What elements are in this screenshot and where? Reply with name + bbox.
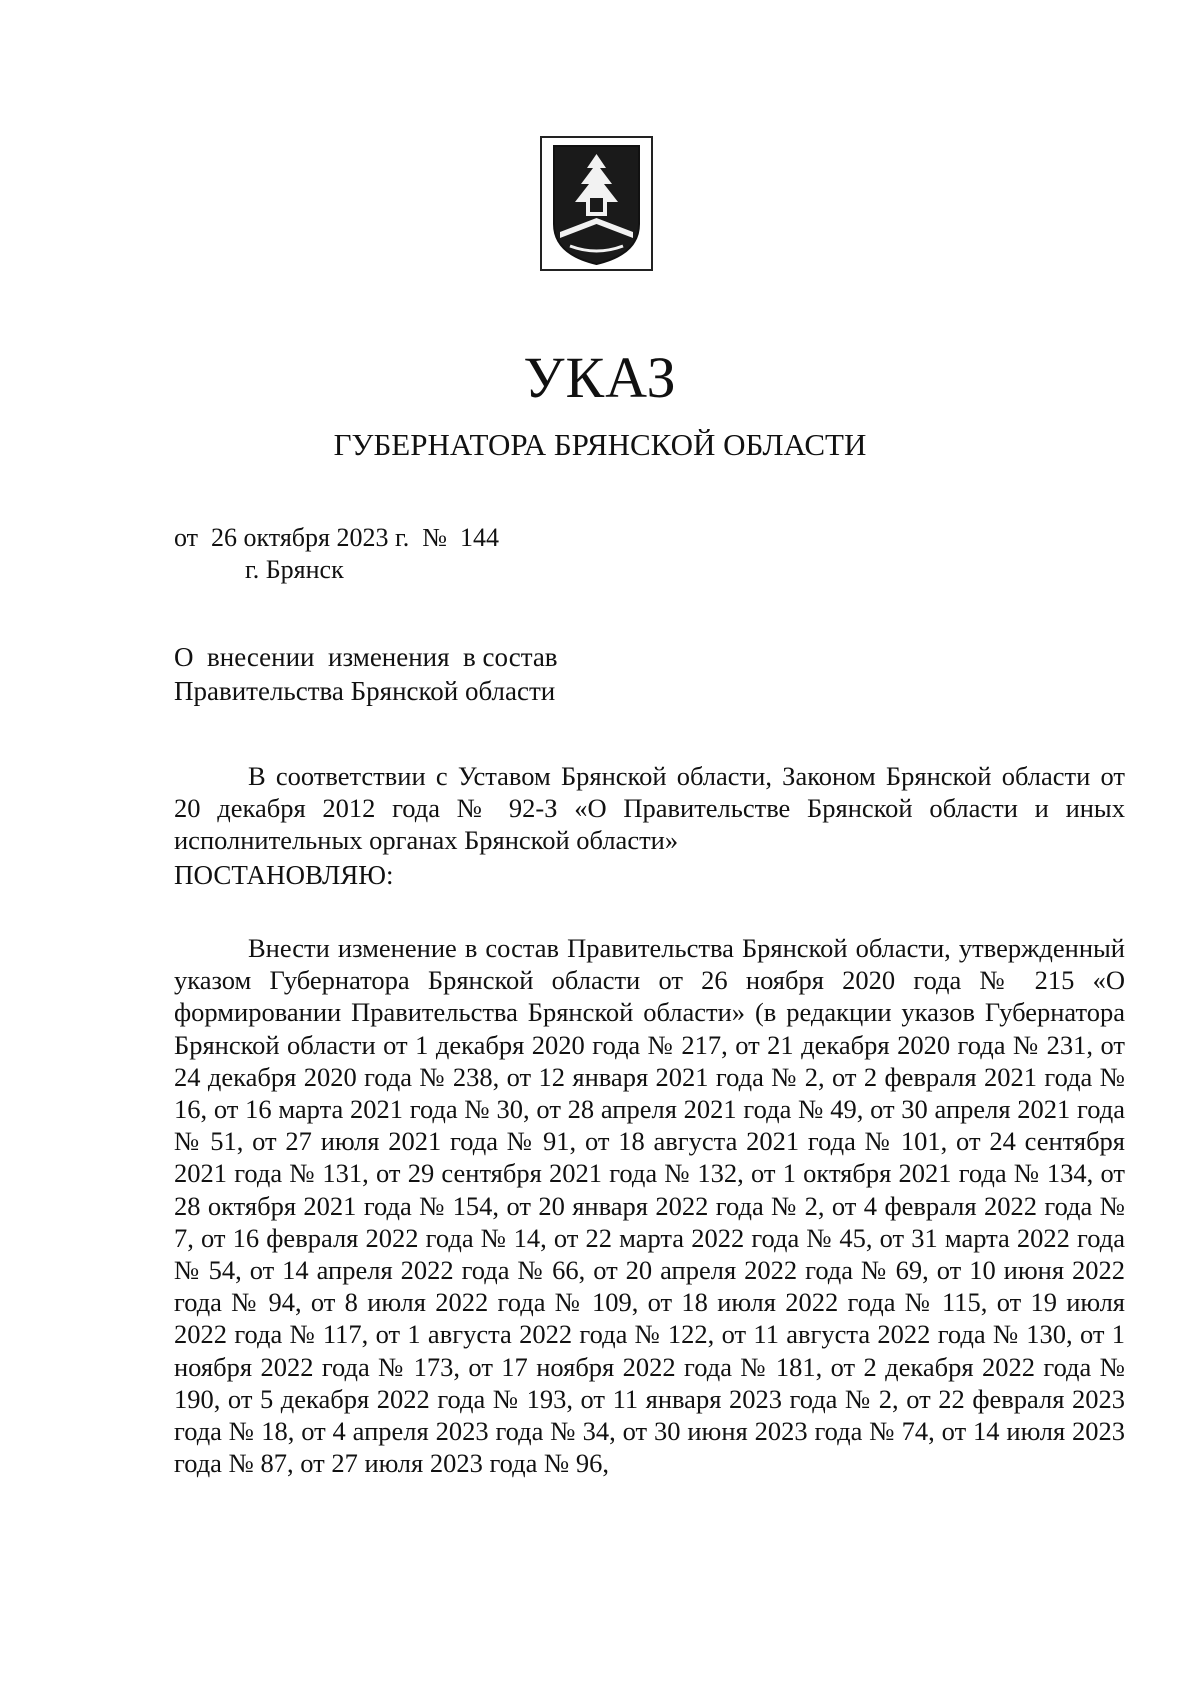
date-and-number: от 26 октября 2023 г. № 144 (174, 523, 500, 552)
subject-line-2: Правительства Брянской области (174, 676, 556, 706)
document-subtitle: ГУБЕРНАТОРА БРЯНСКОЙ ОБЛАСТИ (333, 427, 867, 462)
subject-line-1: О внесении изменения в состав (174, 642, 558, 672)
document-subject (174, 640, 558, 708)
main-paragraph: Внести изменение в состав Правительства Брянской области, утвержденный указом Губернатора Брянской области от 26 ноября 2020 года № 215 «О формировании Правительства Брянской области» (в редакции указов Губернатора Брянской области от 1 декабря 2020 года № 217, от 21 декабря 2020 года № 231, от 24 декабря 2020 года № 238, от 12 января 2021 года № 2, от 2 февраля 2021 года № 16, от 16 марта 2021 года № 30, от 28 апреля 2021 года № 49, от 30 апреля 2021 года № 51, от 27 июля 2021 года № 91, от 18 августа 2021 года № 101, от 24 сентября 2021 года № 131, от 29 сентября 2021 года № 132, от 1 октября 2021 года № 134, от 28 октября 2021 года № 154, от 20 января 2022 года № 2, от 4 февраля 2022 года № 7, от 16 февраля 2022 года № 14, от 22 марта 2022 года № 45, от 31 марта 2022 года № 54, от 14 апреля 2022 года № 66, от 20 апреля 2022 года № 69, от 10 июня 2022 года № 94, от 8 июля 2022 года № 109, от 18 июля 2022 года № 115, от 19 июля 2022 года № 117, от 1 августа 2022 года № 122, от 11 августа 2022 года № 130, от 1 ноября 2022 года № 173, от 17 ноября 2022 года № 181, от 2 декабря 2022 года № 190, от 5 декабря 2022 года № 193, от 11 января 2023 года № 2, от 22 февраля 2023 года № 18, от 4 апреля 2023 года № 34, от 30 июня 2023 года № 74, от 14 июля 2023 года № 87, от 27 июля 2023 года № 96, (174, 933, 1125, 1479)
decree-word: ПОСТАНОВЛЯЮ: (174, 860, 394, 890)
preamble-paragraph: В соответствии с Уставом Брянской области, Законом Брянской области от 20 декабря 2012 года № 92-З «О Правительстве Брянской области и иных исполнительных органах Брянской области» (174, 761, 1125, 856)
bryansk-coat-of-arms-icon (540, 136, 653, 271)
city: г. Брянск (245, 555, 344, 584)
document-title: УКАЗ (523, 345, 677, 410)
